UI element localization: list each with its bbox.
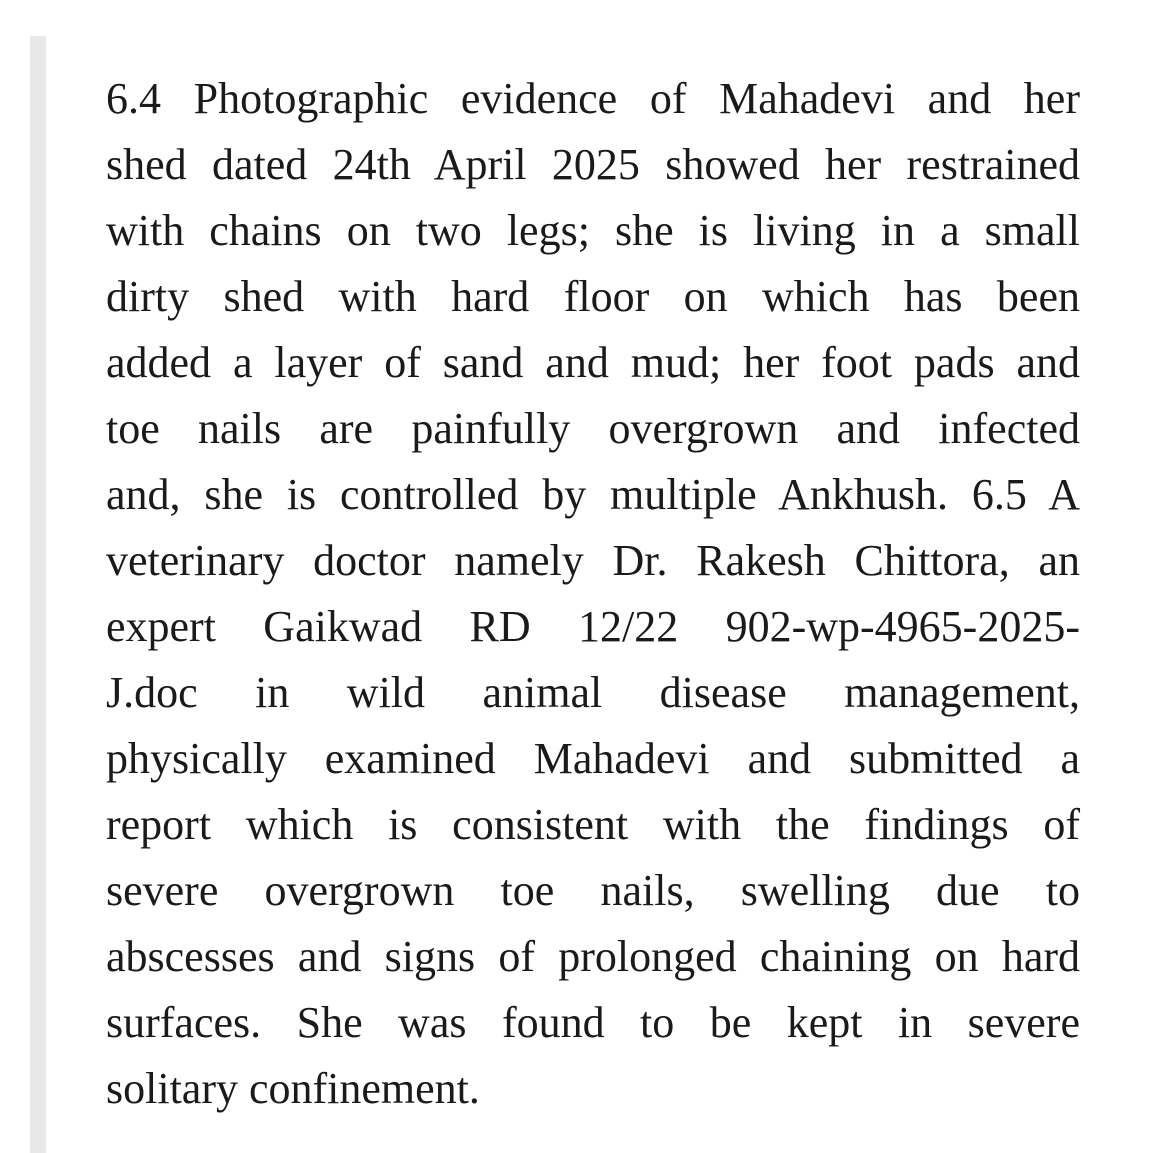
text-line: toe nails are painfully overgrown and infected	[106, 404, 1080, 453]
text-line: physically examined Mahadevi and submitted a	[106, 734, 1080, 783]
text-line: veterinary doctor namely Dr. Rakesh Chittora, an	[106, 536, 1080, 585]
text-line: J.doc in wild animal disease management,	[106, 668, 1080, 717]
text-line: report which is consistent with the findings of	[106, 800, 1080, 849]
text-line: severe overgrown toe nails, swelling due to	[106, 866, 1080, 915]
text-line: added a layer of sand and mud; her foot pads and	[106, 338, 1080, 387]
text-line: abscesses and signs of prolonged chaining on hard	[106, 932, 1080, 981]
text-line: surfaces. She was found to be kept in severe	[106, 998, 1080, 1047]
text-line: dirty shed with hard floor on which has been	[106, 272, 1080, 321]
document-paragraph	[106, 66, 1080, 1122]
text-line: expert Gaikwad RD 12/22 902-wp-4965-2025-	[106, 602, 1080, 651]
text-line-last: solitary confinement.	[106, 1064, 480, 1113]
text-line: and, she is controlled by multiple Ankhush. 6.5 A	[106, 470, 1080, 519]
text-line: with chains on two legs; she is living in a small	[106, 206, 1080, 255]
text-line: shed dated 24th April 2025 showed her restrained	[106, 140, 1080, 189]
quote-bar	[30, 36, 46, 1153]
text-line: 6.4 Photographic evidence of Mahadevi and her	[106, 74, 1080, 123]
